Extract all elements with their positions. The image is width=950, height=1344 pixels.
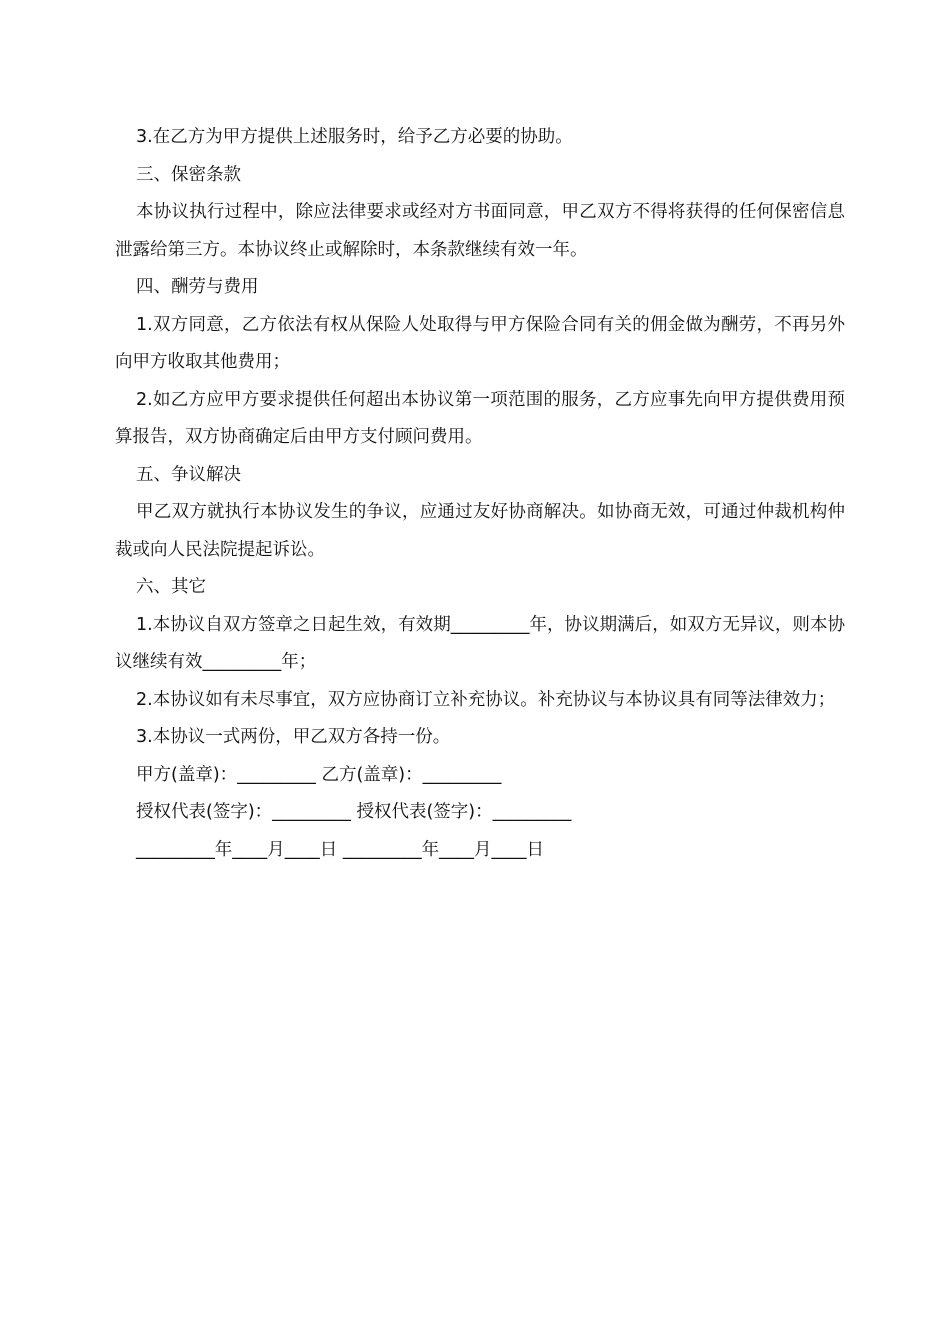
paragraph-assistance: 3.在乙方为甲方提供上述服务时，给予乙方必要的协助。 <box>136 127 573 147</box>
section-heading-confidentiality: 三、保密条款 <box>136 164 241 185</box>
paragraph-other-2: 2.本协议如有未尽事宜，双方应协商订立补充协议。补充协议与本协议具有同等法律效力； <box>136 689 836 710</box>
signature-representative-line: 授权代表(签字)：_________ 授权代表(签字)：_________ <box>136 802 572 822</box>
paragraph-confidentiality: 本协议执行过程中，除应法律要求或经对方书面同意，甲乙双方不得将获得的任何保密信息泄露给第三方。本协议终止或解除时，本条款继续有效一年。 <box>115 202 845 260</box>
paragraph-fees-1: 1.双方同意，乙方依法有权从保险人处取得与甲方保险合同有关的佣金做为酬劳，不再另外向甲方收取其他费用； <box>115 314 845 372</box>
paragraph-fees-2: 2.如乙方应甲方要求提供任何超出本协议第一项范围的服务，乙方应事先向甲方提供费用预算报告，双方协商确定后由甲方支付顾问费用。 <box>115 389 845 447</box>
document-body <box>115 119 845 869</box>
paragraph-other-3: 3.本协议一式两份，甲乙双方各持一份。 <box>136 727 451 747</box>
paragraph-dispute: 甲乙双方就执行本协议发生的争议，应通过友好协商解决。如协商无效，可通过仲裁机构仲裁或向人民法院提起诉讼。 <box>115 502 845 560</box>
signature-seal-line: 甲方(盖章)：_________ 乙方(盖章)：_________ <box>136 764 502 785</box>
paragraph-other-1: 1.本协议自双方签章之日起生效，有效期_________年，协议期满后，如双方无异议，则本协议继续有效_________年； <box>115 614 845 672</box>
section-heading-fees: 四、酬劳与费用 <box>136 277 259 297</box>
section-heading-dispute: 五、争议解决 <box>136 464 241 485</box>
section-heading-other: 六、其它 <box>136 577 206 597</box>
signature-date-line: _________年____月____日 _________年____月____日 <box>136 839 545 860</box>
